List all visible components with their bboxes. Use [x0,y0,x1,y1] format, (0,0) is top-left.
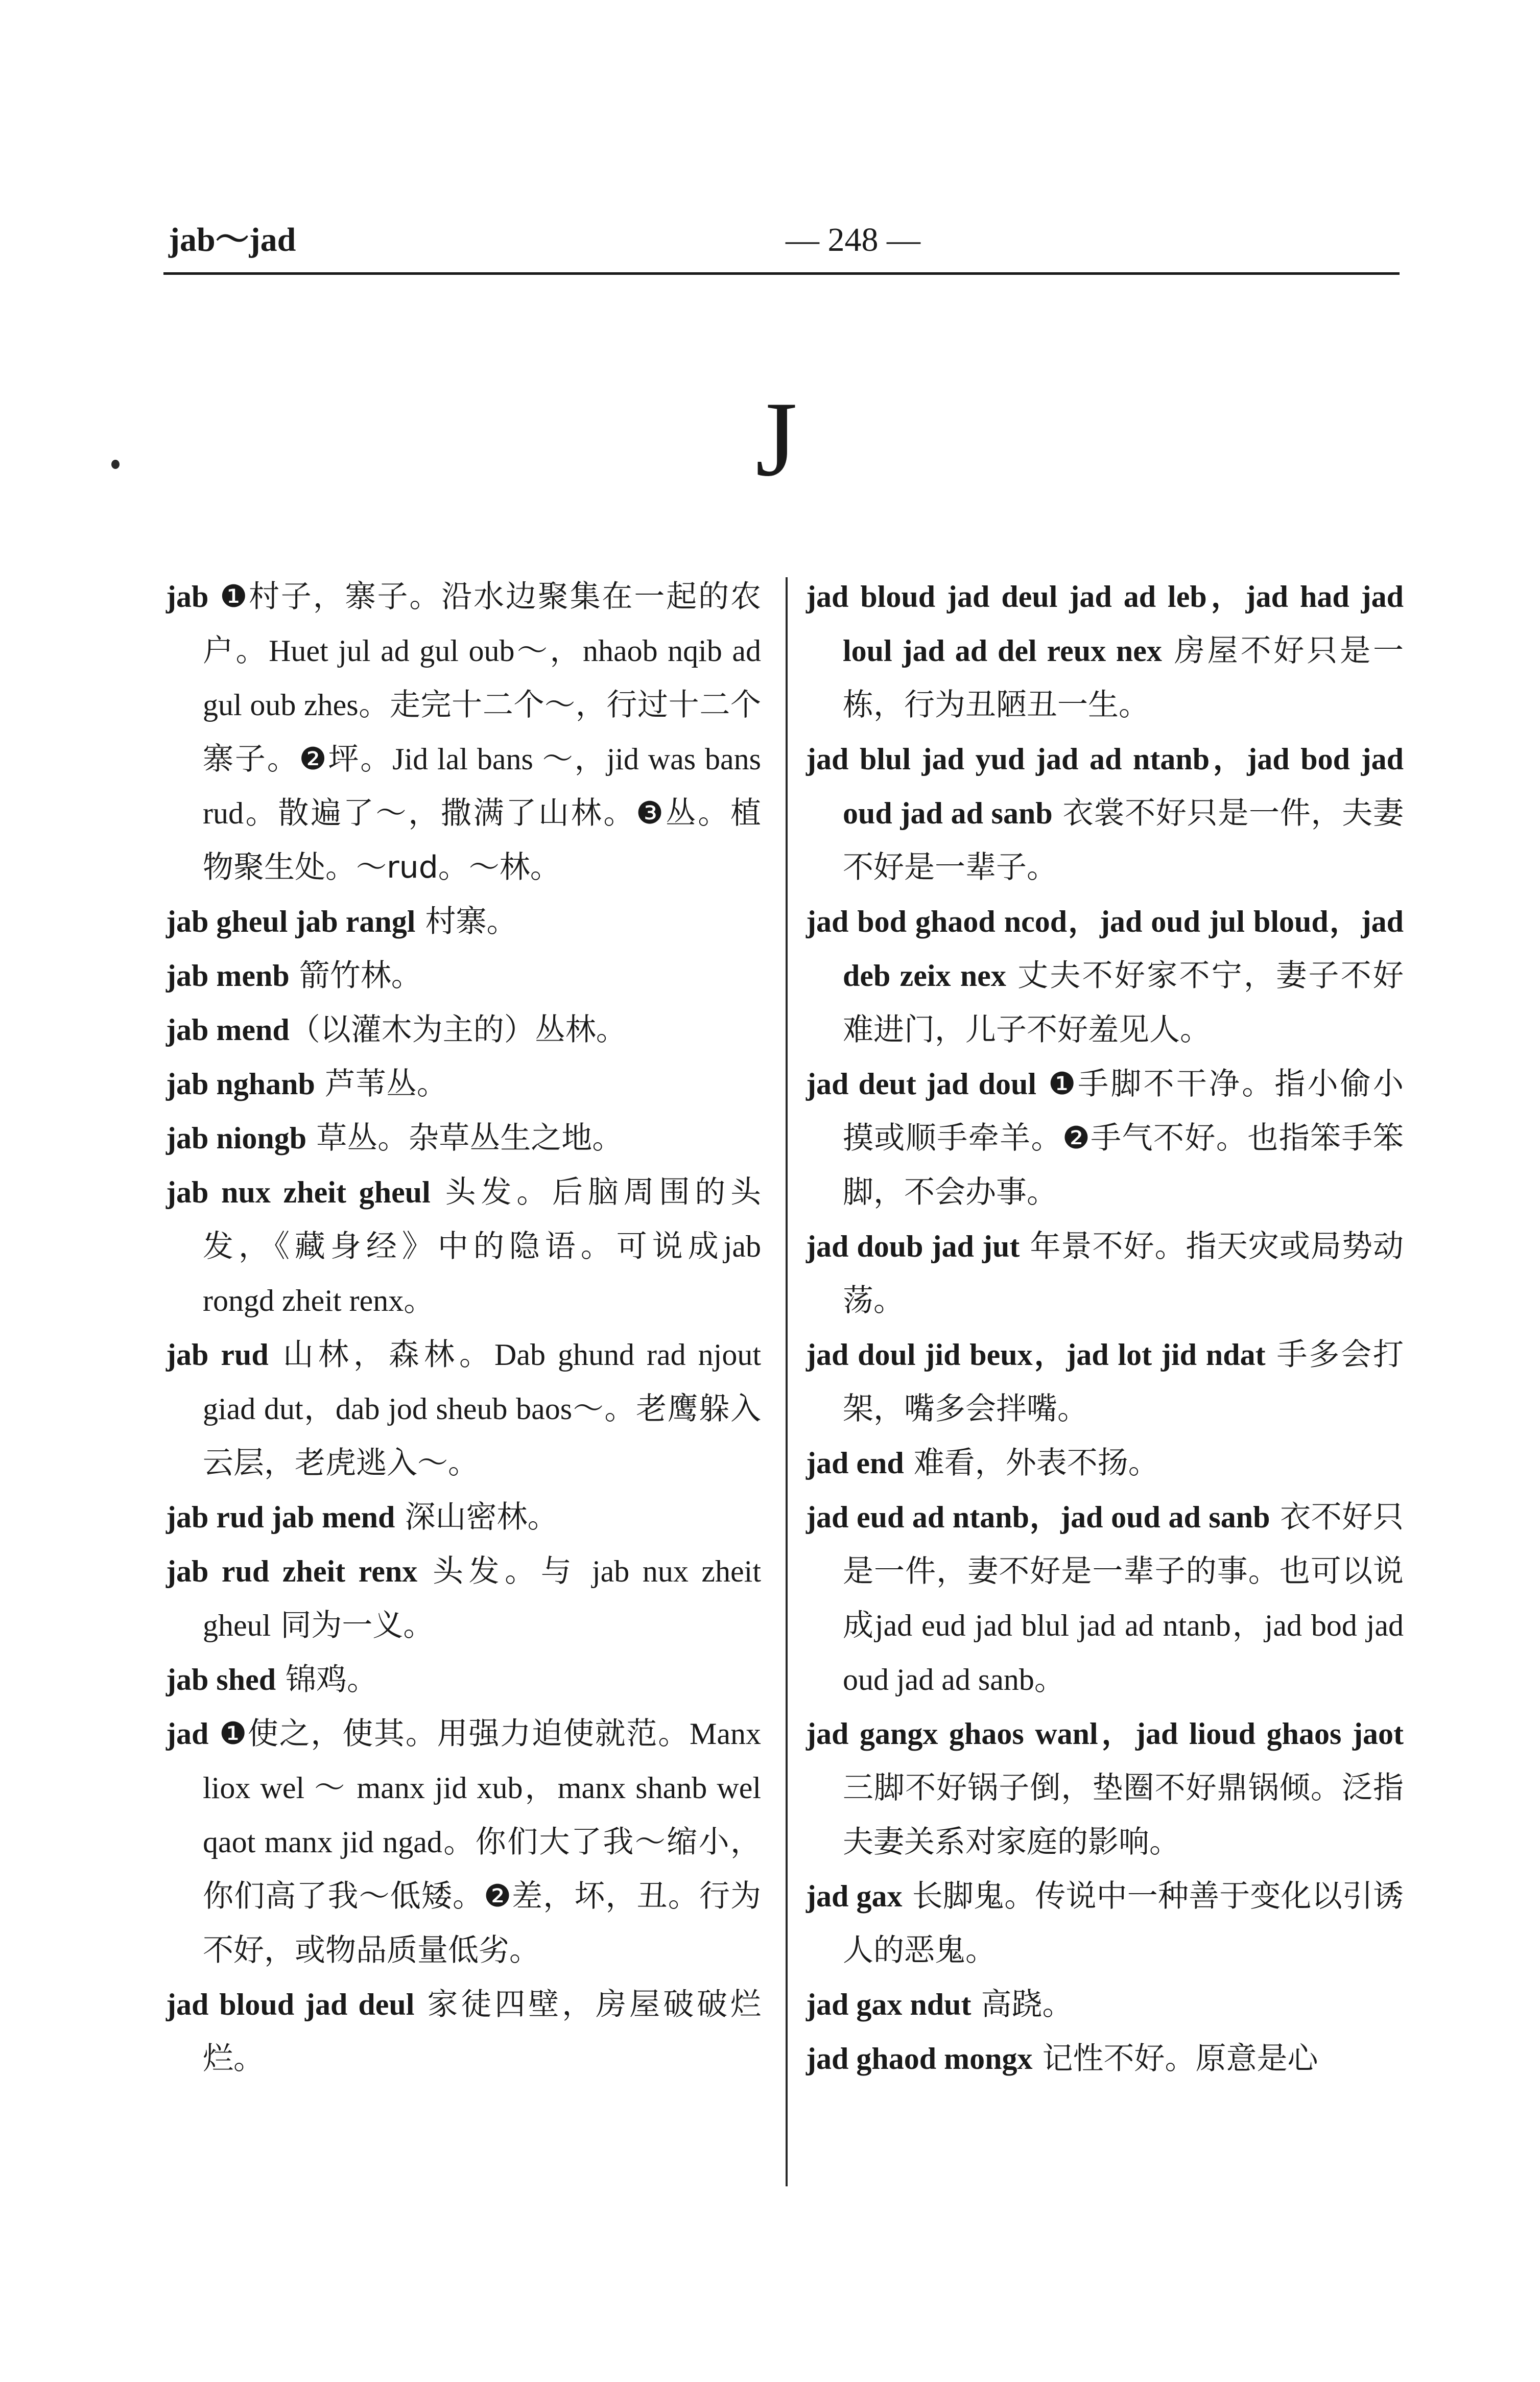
entry: jab niongb 草丛。杂草丛生之地。 [166,1120,623,1156]
entry: jab nux zheit gheul 头发。后脑周围的头发，《藏身经》中的隐语。可说成jab rongd zheit renx。 [166,1174,762,1317]
entry: jad bloud jad deul jad ad leb，jad had jad loul jad ad del reux nex 房屋不好只是一栋，行为丑陋丑一生。 [806,580,1404,723]
page-number: — 248 — [786,221,920,258]
entry: jad doul jid beux，jad lot jid ndat 手多会打架，嘴多会拌嘴。 [806,1337,1404,1427]
entry: jab nghanb 芦苇丛。 [166,1066,447,1102]
entry: jab gheul jab rangl 村寨。 [166,904,517,939]
entry: jab rud zheit renx 头发。与 jab nux zheit gheul 同为一义。 [166,1553,762,1643]
header-rule [163,272,1400,275]
entry: jad bod ghaod ncod，jad oud jul bloud，jad deb zeix nex 丈夫不好家不宁，妻子不好难进门，儿子不好羞见人。 [806,905,1404,1048]
entry: jad ❶使之，使其。用强力迫使就范。Manx liox wel ～ manx jid xub，manx shanb wel qaot manx jid ngad。你们大了我～缩小，你们高了我～低矮。❷差，坏，丑。行为不好，或物品质量低劣。 [166,1716,762,1968]
entry: jab rud jab mend 深山密林。 [166,1499,558,1535]
guide-words: jab～jad [169,221,296,258]
entry: jab ❶村子，寨子。沿水边聚集在一起的农户。Huet jul ad gul oub～，nhaob nqib ad gul oub zhes。走完十二个～，行过十二个寨子。❷坪。Jid lal bans ～，jid was bans rud。散遍了～，撒满了山林。❸丛。植物聚生处。～rud。～林。 [166,579,762,885]
left-column [166,570,761,2086]
entry: jad ghaod mongx 记性不好。原意是心 [806,2041,1318,2077]
entry: jad deut jad doul ❶手脚不干净。指小偷小摸或顺手牵羊。❷手气不好。也指笨手笨脚，不会办事。 [806,1066,1404,1210]
section-letter: J [755,380,797,499]
entry: jab menb 箭竹林。 [166,958,422,994]
entry: jad gax 长脚鬼。传说中一种善于变化以引诱人的恶鬼。 [806,1878,1404,1968]
entry: jad eud ad ntanb，jad oud ad sanb 衣不好只是一件，妻不好是一辈子的事。也可以说成jad eud jad blul jad ad ntanb，jad bod jad oud jad ad sanb。 [806,1499,1404,1696]
entry: jad end 难看，外表不扬。 [806,1445,1159,1481]
entry: jad gangx ghaos wanl，jad lioud ghaos jaot 三脚不好锅子倒，垫圈不好鼎锅倾。泛指夫妻关系对家庭的影响。 [806,1717,1404,1860]
entry: jab mend（以灌木为主的）丛林。 [166,1012,627,1048]
entry: jad doub jad jut 年景不好。指天灾或局势动荡。 [806,1229,1404,1318]
entry: jad blul jad yud jad ad ntanb，jad bod jad oud jad ad sanb 衣裳不好只是一件，夫妻不好是一辈子。 [806,742,1404,885]
entry: jad gax ndut 高跷。 [806,1987,1073,2022]
page-header [169,215,1400,276]
entry: jab rud 山林，森林。Dab ghund rad njout giad dut，dab jod sheub baos～。老鹰躲入云层，老虎逃入～。 [166,1337,762,1481]
entry: jab shed 锦鸡。 [166,1662,378,1697]
right-column [806,570,1404,2086]
stray-mark [111,460,120,469]
column-divider [786,577,788,2186]
entry: jad bloud jad deul 家徒四壁，房屋破破烂烂。 [166,1987,762,2077]
